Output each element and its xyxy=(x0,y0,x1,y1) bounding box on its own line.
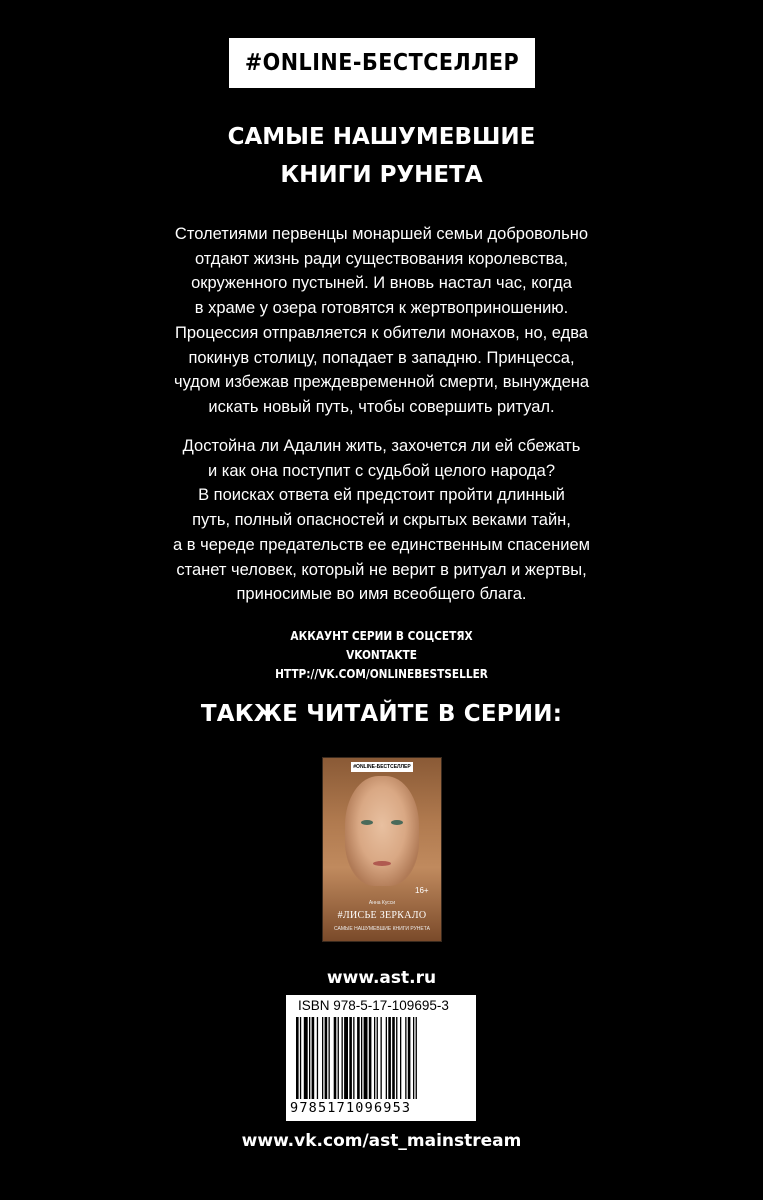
text-line: путь, полный опасностей и скрытых веками тайн, xyxy=(192,511,571,530)
text-line: Столетиями первенцы монаршей семьи добровольно xyxy=(174,225,589,243)
isbn-barcode xyxy=(286,995,476,1121)
series-badge-label: #ONLINE-БЕСТСЕЛЛЕР xyxy=(244,50,520,76)
social-heading: АККАУНТ СЕРИИ В СОЦСЕТЯХ xyxy=(290,629,473,643)
social-url[interactable]: HTTP://VK.COM/ONLINEBESTSELLER xyxy=(275,667,488,681)
text-line: а в череде предательств ее единственным спасением xyxy=(173,535,590,554)
cover-portrait xyxy=(345,776,419,886)
description-paragraph-1 xyxy=(0,222,763,420)
cover-subtitle: САМЫЕ НАШУМЕВШИЕ КНИГИ РУНЕТА xyxy=(334,926,430,932)
description-paragraph-2 xyxy=(0,434,763,607)
text-line: отдают жизнь ради существования королевства, xyxy=(194,249,568,268)
headline-line-2: КНИГИ РУНЕТА xyxy=(280,162,483,188)
vk-link[interactable]: www.vk.com/ast_mainstream xyxy=(241,1131,522,1151)
text-line: в храме у озера готовятся к жертвоприношению. xyxy=(194,299,569,318)
text-line: окруженного пустыней. И вновь настал час, когда xyxy=(191,274,572,293)
barcode-bars xyxy=(296,1017,468,1099)
text-line: Процессия отправляется к обители монахов, но, едва xyxy=(175,323,588,342)
also-read-heading: ТАКЖЕ ЧИТАЙТЕ В СЕРИИ: xyxy=(200,701,563,727)
ean-digits: 9785171096953 xyxy=(290,1100,412,1116)
cover-eye-right xyxy=(391,820,403,825)
social-block xyxy=(46,627,717,684)
text-line: искать новый путь, чтобы совершить ритуал. xyxy=(208,397,555,416)
publisher-website[interactable]: www.ast.ru xyxy=(326,968,437,988)
cover-eye-left xyxy=(361,820,373,825)
text-line: приносимые во имя всеобщего блага. xyxy=(236,585,527,604)
series-badge xyxy=(229,38,535,88)
text-line: чудом избежав преждевременной смерти, вынуждена xyxy=(173,373,590,392)
headline xyxy=(0,118,763,194)
headline-line-1: САМЫЕ НАШУМЕВШИЕ xyxy=(227,124,536,150)
book-cover-thumbnail xyxy=(322,757,442,942)
cover-age-rating: 16+ xyxy=(415,886,429,895)
social-network: VKONTAKTE xyxy=(346,648,417,662)
isbn-label: ISBN 978-5-17-109695-3 xyxy=(298,998,449,1013)
cover-lips xyxy=(373,861,391,866)
text-line: покинув столицу, попадает в западню. Принцесса, xyxy=(188,348,575,367)
cover-badge: #ONLINE-БЕСТСЕЛЛЕР xyxy=(351,762,413,772)
text-line: станет человек, который не верит в ритуал и жертвы, xyxy=(176,560,587,579)
text-line: В поисках ответа ей предстоит пройти длинный xyxy=(198,486,565,505)
cover-author: Анна Кусси xyxy=(368,900,396,906)
cover-title: #ЛИСЬЕ ЗЕРКАЛО xyxy=(337,910,427,921)
text-line: и как она поступит с судьбой целого народа? xyxy=(207,461,556,480)
text-line: Достойна ли Адалин жить, захочется ли ей сбежать xyxy=(182,437,581,455)
